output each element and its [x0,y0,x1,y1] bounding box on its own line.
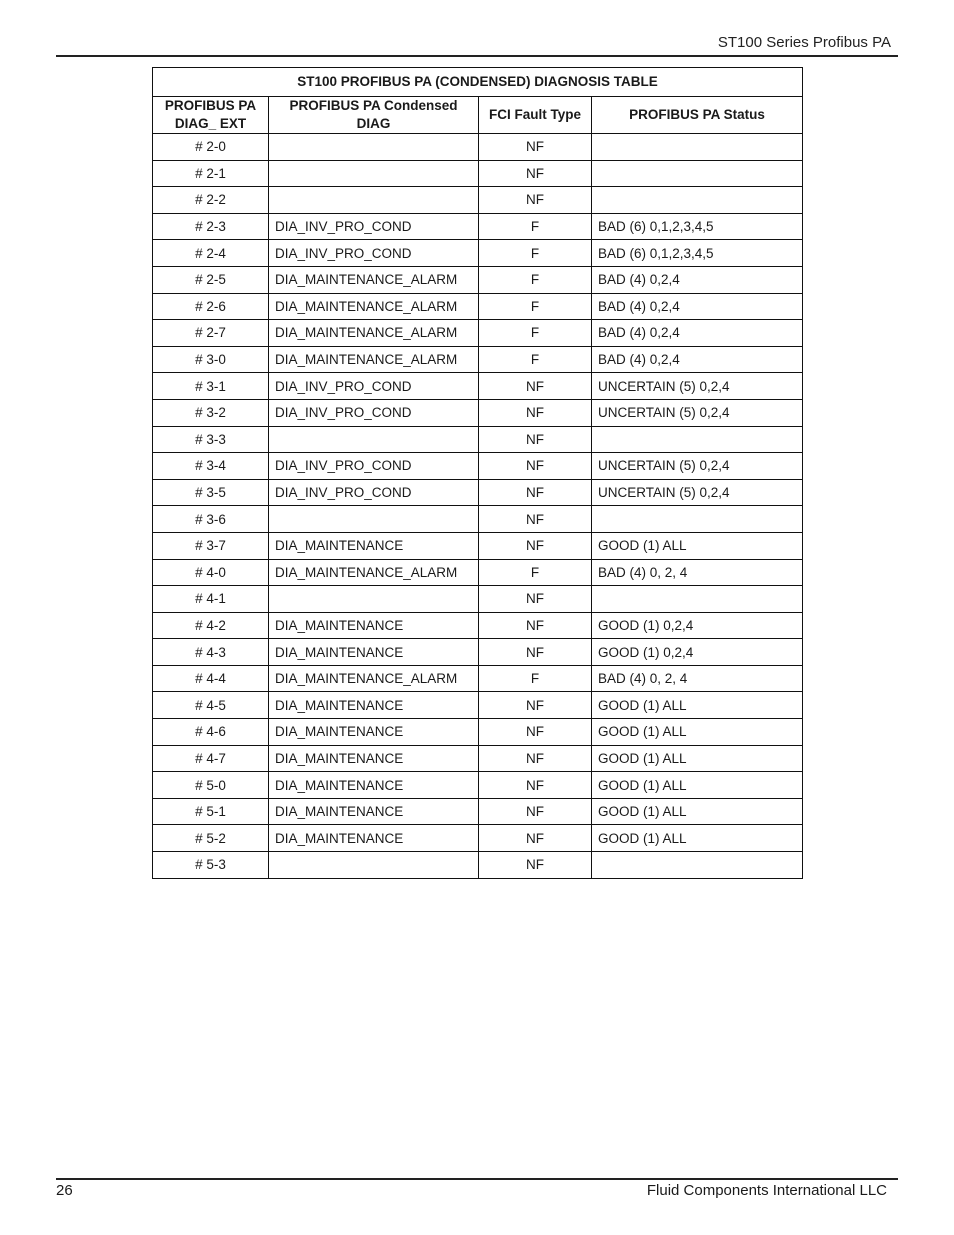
cell-condensed-diag [269,134,479,161]
cell-diag-ext: # 3-3 [153,426,269,453]
cell-condensed-diag: DIA_MAINTENANCE [269,719,479,746]
cell-fault-type: F [479,559,592,586]
cell-status: GOOD (1) 0,2,4 [592,612,803,639]
cell-status: BAD (4) 0,2,4 [592,320,803,347]
table-row [153,320,803,347]
cell-diag-ext: # 3-0 [153,346,269,373]
cell-fault-type: F [479,293,592,320]
table-row [153,453,803,480]
cell-fault-type: NF [479,745,592,772]
table-row [153,559,803,586]
cell-diag-ext: # 4-2 [153,612,269,639]
cell-diag-ext: # 2-4 [153,240,269,267]
table-row [153,719,803,746]
cell-diag-ext: # 2-7 [153,320,269,347]
cell-status [592,134,803,161]
cell-fault-type: F [479,266,592,293]
table-row [153,612,803,639]
cell-status: UNCERTAIN (5) 0,2,4 [592,453,803,480]
cell-fault-type: NF [479,586,592,613]
cell-diag-ext: # 4-4 [153,665,269,692]
cell-diag-ext: # 3-7 [153,532,269,559]
cell-diag-ext: # 5-0 [153,772,269,799]
cell-condensed-diag: DIA_INV_PRO_COND [269,240,479,267]
cell-condensed-diag [269,852,479,879]
cell-status: UNCERTAIN (5) 0,2,4 [592,399,803,426]
cell-diag-ext: # 4-7 [153,745,269,772]
cell-diag-ext: # 4-5 [153,692,269,719]
table-row [153,346,803,373]
cell-status: BAD (4) 0,2,4 [592,293,803,320]
cell-condensed-diag: DIA_MAINTENANCE_ALARM [269,559,479,586]
table-row [153,665,803,692]
cell-status [592,187,803,214]
table-row [153,426,803,453]
cell-diag-ext: # 3-6 [153,506,269,533]
cell-fault-type: NF [479,772,592,799]
table-row [153,639,803,666]
cell-status: GOOD (1) 0,2,4 [592,639,803,666]
cell-diag-ext: # 4-0 [153,559,269,586]
cell-status: GOOD (1) ALL [592,532,803,559]
table-row [153,399,803,426]
table-row [153,532,803,559]
cell-fault-type: NF [479,160,592,187]
table-row [153,266,803,293]
table-row [153,772,803,799]
cell-diag-ext: # 4-1 [153,586,269,613]
cell-status: BAD (4) 0,2,4 [592,346,803,373]
cell-status: GOOD (1) ALL [592,745,803,772]
cell-fault-type: NF [479,612,592,639]
cell-fault-type: NF [479,373,592,400]
cell-status: UNCERTAIN (5) 0,2,4 [592,373,803,400]
table-row [153,160,803,187]
cell-fault-type: F [479,665,592,692]
cell-diag-ext: # 4-6 [153,719,269,746]
table-row [153,213,803,240]
cell-fault-type: NF [479,399,592,426]
cell-fault-type: NF [479,187,592,214]
page-number: 26 [56,1182,73,1199]
table-row [153,692,803,719]
cell-diag-ext: # 5-2 [153,825,269,852]
cell-diag-ext: # 2-6 [153,293,269,320]
cell-condensed-diag [269,160,479,187]
cell-condensed-diag [269,586,479,613]
table-row [153,479,803,506]
cell-condensed-diag: DIA_MAINTENANCE [269,639,479,666]
cell-diag-ext: # 2-1 [153,160,269,187]
cell-status: BAD (6) 0,1,2,3,4,5 [592,213,803,240]
cell-diag-ext: # 2-3 [153,213,269,240]
cell-condensed-diag: DIA_MAINTENANCE [269,825,479,852]
cell-fault-type: NF [479,639,592,666]
cell-condensed-diag [269,426,479,453]
cell-fault-type: NF [479,852,592,879]
cell-diag-ext: # 5-1 [153,798,269,825]
column-header-condensed-diag: PROFIBUS PA Condensed DIAG [269,97,479,134]
table-row [153,187,803,214]
header-rule [56,55,898,57]
table-body [153,134,803,879]
cell-fault-type: NF [479,134,592,161]
footer-rule [56,1178,898,1180]
table-row [153,293,803,320]
cell-fault-type: NF [479,426,592,453]
cell-fault-type: NF [479,532,592,559]
cell-condensed-diag: DIA_MAINTENANCE [269,798,479,825]
table-row [153,852,803,879]
cell-status: UNCERTAIN (5) 0,2,4 [592,479,803,506]
cell-fault-type: F [479,213,592,240]
diagnosis-table [152,67,803,879]
table-row [153,586,803,613]
cell-diag-ext: # 3-1 [153,373,269,400]
cell-status: BAD (4) 0, 2, 4 [592,559,803,586]
cell-fault-type: F [479,320,592,347]
cell-diag-ext: # 2-2 [153,187,269,214]
cell-condensed-diag: DIA_MAINTENANCE [269,692,479,719]
cell-condensed-diag: DIA_MAINTENANCE_ALARM [269,320,479,347]
cell-condensed-diag: DIA_INV_PRO_COND [269,373,479,400]
cell-diag-ext: # 3-2 [153,399,269,426]
cell-diag-ext: # 5-3 [153,852,269,879]
cell-condensed-diag: DIA_INV_PRO_COND [269,213,479,240]
table-title: ST100 PROFIBUS PA (CONDENSED) DIAGNOSIS TABLE [153,68,803,97]
table-row [153,373,803,400]
running-header: ST100 Series Profibus PA [717,34,891,51]
column-header-diag-ext: PROFIBUS PA DIAG_ EXT [153,97,269,134]
cell-condensed-diag: DIA_MAINTENANCE_ALARM [269,266,479,293]
cell-condensed-diag: DIA_INV_PRO_COND [269,399,479,426]
cell-condensed-diag [269,506,479,533]
cell-fault-type: NF [479,506,592,533]
cell-fault-type: NF [479,719,592,746]
cell-fault-type: NF [479,798,592,825]
table-row [153,134,803,161]
cell-condensed-diag: DIA_MAINTENANCE [269,745,479,772]
cell-condensed-diag: DIA_INV_PRO_COND [269,453,479,480]
cell-status [592,506,803,533]
company-name: Fluid Components International LLC [646,1182,887,1199]
cell-status: BAD (4) 0,2,4 [592,266,803,293]
column-header-fault-type: FCI Fault Type [479,97,592,134]
cell-status: GOOD (1) ALL [592,719,803,746]
cell-status: GOOD (1) ALL [592,692,803,719]
cell-status [592,586,803,613]
table-row [153,798,803,825]
table-header-row [153,97,803,134]
cell-diag-ext: # 3-5 [153,479,269,506]
cell-fault-type: NF [479,453,592,480]
cell-status [592,160,803,187]
cell-status: GOOD (1) ALL [592,798,803,825]
cell-status: GOOD (1) ALL [592,825,803,852]
cell-status: BAD (6) 0,1,2,3,4,5 [592,240,803,267]
cell-diag-ext: # 4-3 [153,639,269,666]
cell-fault-type: NF [479,479,592,506]
cell-condensed-diag: DIA_MAINTENANCE [269,772,479,799]
cell-condensed-diag: DIA_INV_PRO_COND [269,479,479,506]
cell-diag-ext: # 2-5 [153,266,269,293]
column-header-status: PROFIBUS PA Status [592,97,803,134]
cell-condensed-diag: DIA_MAINTENANCE [269,612,479,639]
table-row [153,506,803,533]
table-row [153,825,803,852]
cell-condensed-diag: DIA_MAINTENANCE [269,532,479,559]
cell-fault-type: NF [479,825,592,852]
cell-diag-ext: # 2-0 [153,134,269,161]
cell-fault-type: NF [479,692,592,719]
cell-condensed-diag: DIA_MAINTENANCE_ALARM [269,665,479,692]
cell-status: BAD (4) 0, 2, 4 [592,665,803,692]
cell-status [592,852,803,879]
cell-fault-type: F [479,240,592,267]
cell-status: GOOD (1) ALL [592,772,803,799]
table-row [153,745,803,772]
cell-diag-ext: # 3-4 [153,453,269,480]
cell-condensed-diag: DIA_MAINTENANCE_ALARM [269,346,479,373]
cell-condensed-diag: DIA_MAINTENANCE_ALARM [269,293,479,320]
cell-fault-type: F [479,346,592,373]
cell-status [592,426,803,453]
table-row [153,240,803,267]
cell-condensed-diag [269,187,479,214]
